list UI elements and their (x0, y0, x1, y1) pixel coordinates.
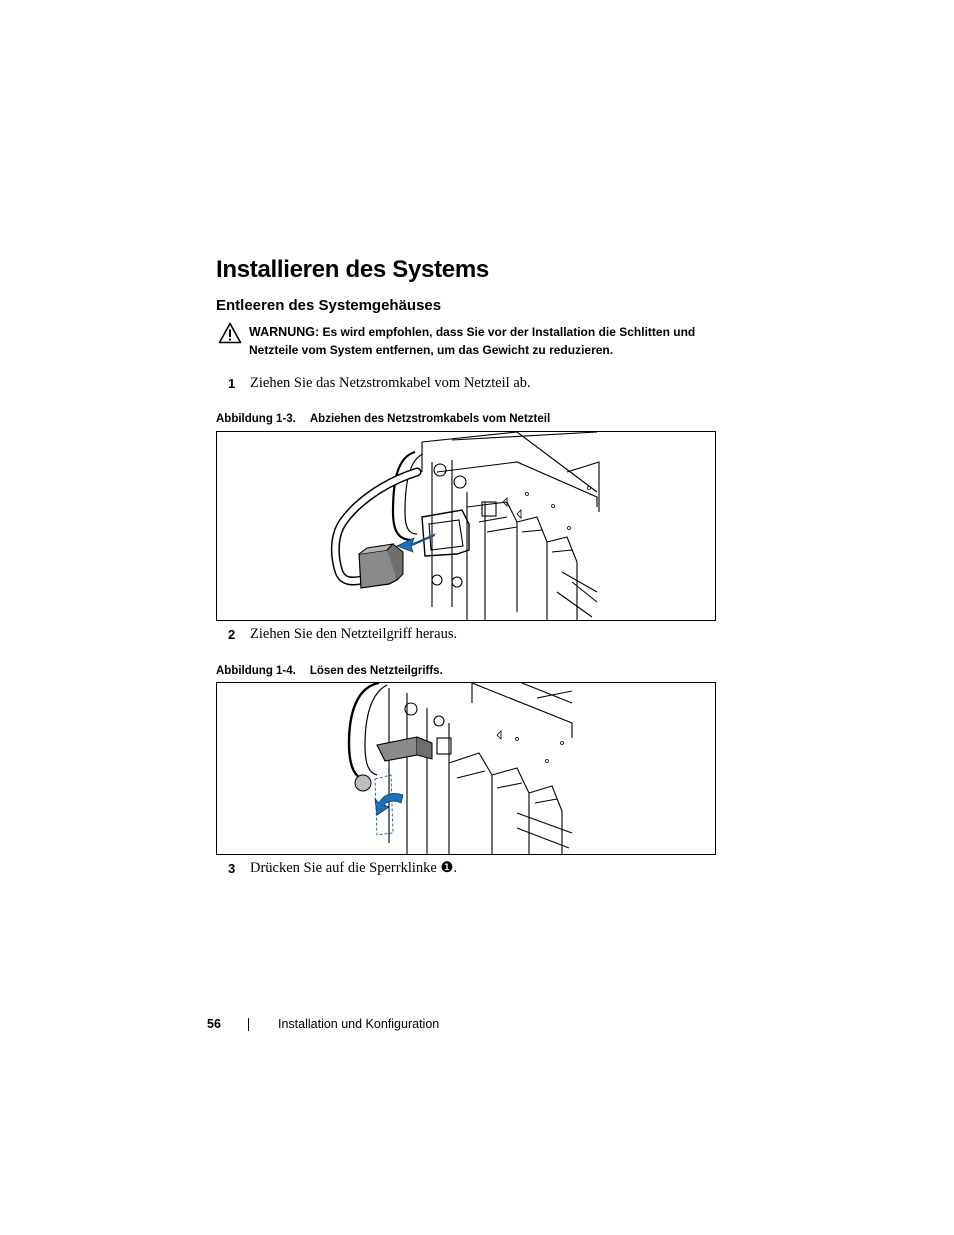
figure-caption (216, 413, 550, 425)
step-text: Ziehen Sie das Netzstromkabel vom Netzteil ab. (250, 375, 531, 391)
step-number: 2 (228, 627, 236, 642)
warning-label: WARNUNG: (249, 325, 320, 339)
figure-power-cable-removal (216, 431, 716, 621)
figure-title: Abziehen des Netzstromkabels vom Netzteil (309, 413, 551, 425)
figure-label: Abbildung 1-4. (216, 665, 296, 677)
warning-text: Es wird empfohlen, dass Sie vor der Installation die Schlitten und Netzteile vom System entfernen, um das Gewicht zu reduzieren. (249, 325, 696, 357)
warning-triangle-icon (218, 322, 242, 344)
page-title: Installieren des Systems (216, 256, 489, 283)
figure-label: Abbildung 1-3. (216, 413, 296, 425)
power-cable-illustration (217, 432, 715, 620)
step-1 (228, 375, 688, 395)
psu-handle-illustration (217, 683, 715, 854)
step-number: 3 (228, 861, 236, 876)
warning-notice (249, 323, 719, 359)
step-text: Drücken Sie auf die Sperrklinke ❶. (250, 860, 458, 876)
footer-chapter: Installation und Konfiguration (278, 1017, 440, 1031)
figure-caption (216, 665, 443, 677)
direction-arrow-icon (397, 534, 435, 552)
footer-divider (248, 1018, 249, 1031)
step-number: 1 (228, 376, 236, 391)
page-number: 56 (207, 1017, 221, 1031)
step-text: Ziehen Sie den Netzteilgriff heraus. (250, 626, 458, 642)
figure-title: Lösen des Netzteilgriffs. (309, 665, 443, 677)
step-2 (228, 626, 688, 646)
figure-psu-handle-release (216, 682, 716, 855)
step-3 (228, 860, 688, 880)
section-title: Entleeren des Systemgehäuses (216, 297, 442, 314)
